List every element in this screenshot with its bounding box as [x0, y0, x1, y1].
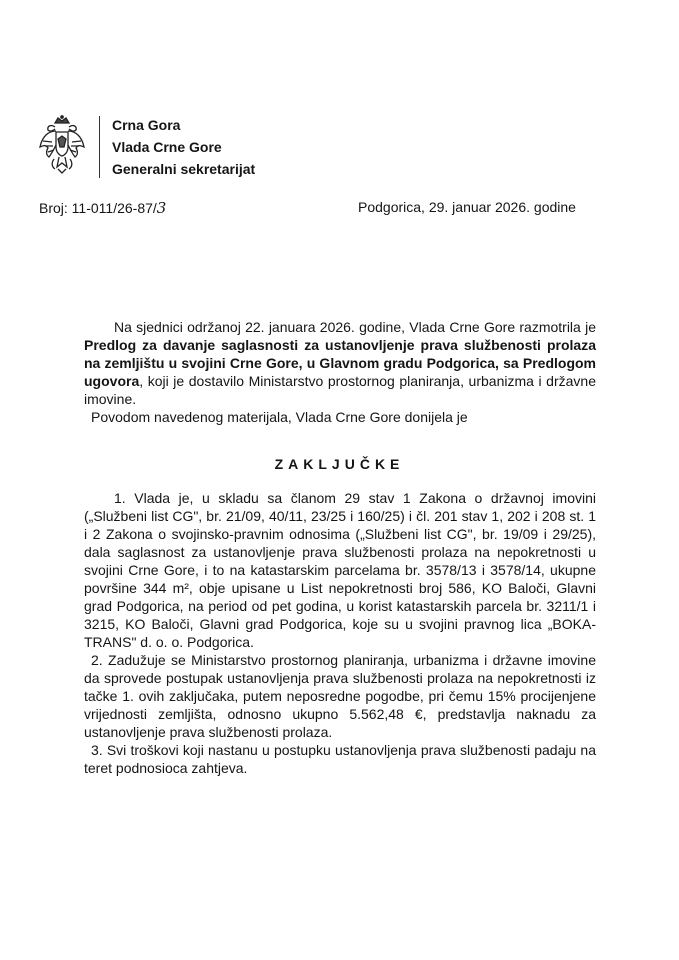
header-government: Vlada Crne Gore [112, 139, 222, 155]
intro-paragraph-1 [84, 318, 596, 408]
conclusion-list [84, 489, 596, 777]
header-office: Generalni sekretarijat [112, 161, 256, 177]
conclusion-1: 1. Vlada je, u skladu sa članom 29 stav 1 Zakona o državnoj imovini („Službeni list CG", br. 21/09, 40/11, 23/25 i 160/25) i čl. 201 stav 1, 202 i 208 st. 1 i 2 Zakona o svojinsko-pravnim odnosima („Službeni list CG", br. 19/09 i 29/25), dala saglasnost za ustanovljenje prava službenosti prolaza na nepokretnosti u svojini Crne Gore, i to na katastarskim parcelama br. 3578/13 i 3578/14, ukupne površine 344 m², obje upisane u List nepokretnosti broj 586, KO Baloči, Glavni grad Podgorica, na period od pet godina, u korist katastarskih parcela br. 3211/1 i 3215, KO Baloči, Glavni grad Podgorica, koje su u svojini pravnog lica „BOKA-TRANS" d. o. o. Podgorica. [84, 490, 596, 650]
intro-text-b: , koji je dostavilo Ministarstvo prostornog planiranja, urbanizma i državne imovine. [84, 373, 596, 407]
intro-proposal-title: Predlog za davanje saglasnosti za ustanovljenje prava službenosti prolaza na zemljištu u svojini Crne Gore, u Glavnom gradu Podgorica, sa Predlogom ugovora [84, 337, 596, 389]
conclusion-2: 2. Zadužuje se Ministarstvo prostornog planiranja, urbanizma i državne imovine da sprovede postupak ustanovljenja prava službenosti prolaza na nepokretnosti iz tačke 1. ovih zaključaka, putem neposredne pogodbe, pri čemu 15% procijenjene vrijednosti zemljišta, odnosno ukupno 5.562,48 €, predstavlja naknadu za ustanovljenje prava službenosti prolaza. [84, 652, 596, 740]
section-title: ZAKLJUČKE [274, 456, 405, 472]
document-number [39, 199, 166, 217]
header-divider [99, 116, 100, 178]
intro [84, 318, 596, 426]
document-number-handwritten: 3 [156, 199, 167, 217]
conclusion-3: 3. Svi troškovi koji nastanu u postupku ustanovljenja prava službenosti padaju na teret podnosioca zahtjeva. [84, 742, 596, 776]
coat-of-arms-icon [38, 115, 86, 175]
document-number-text: Broj: 11-011/26-87/ [39, 200, 157, 216]
intro-paragraph-2: Povodom navedenog materijala, Vlada Crne Gore donijela je [91, 409, 468, 425]
intro-text-a: Na sjednici održanoj 22. januara 2026. godine, Vlada Crne Gore razmotrila je [114, 319, 596, 335]
place-date: Podgorica, 29. januar 2026. godine [358, 199, 576, 215]
header-country: Crna Gora [112, 117, 181, 133]
